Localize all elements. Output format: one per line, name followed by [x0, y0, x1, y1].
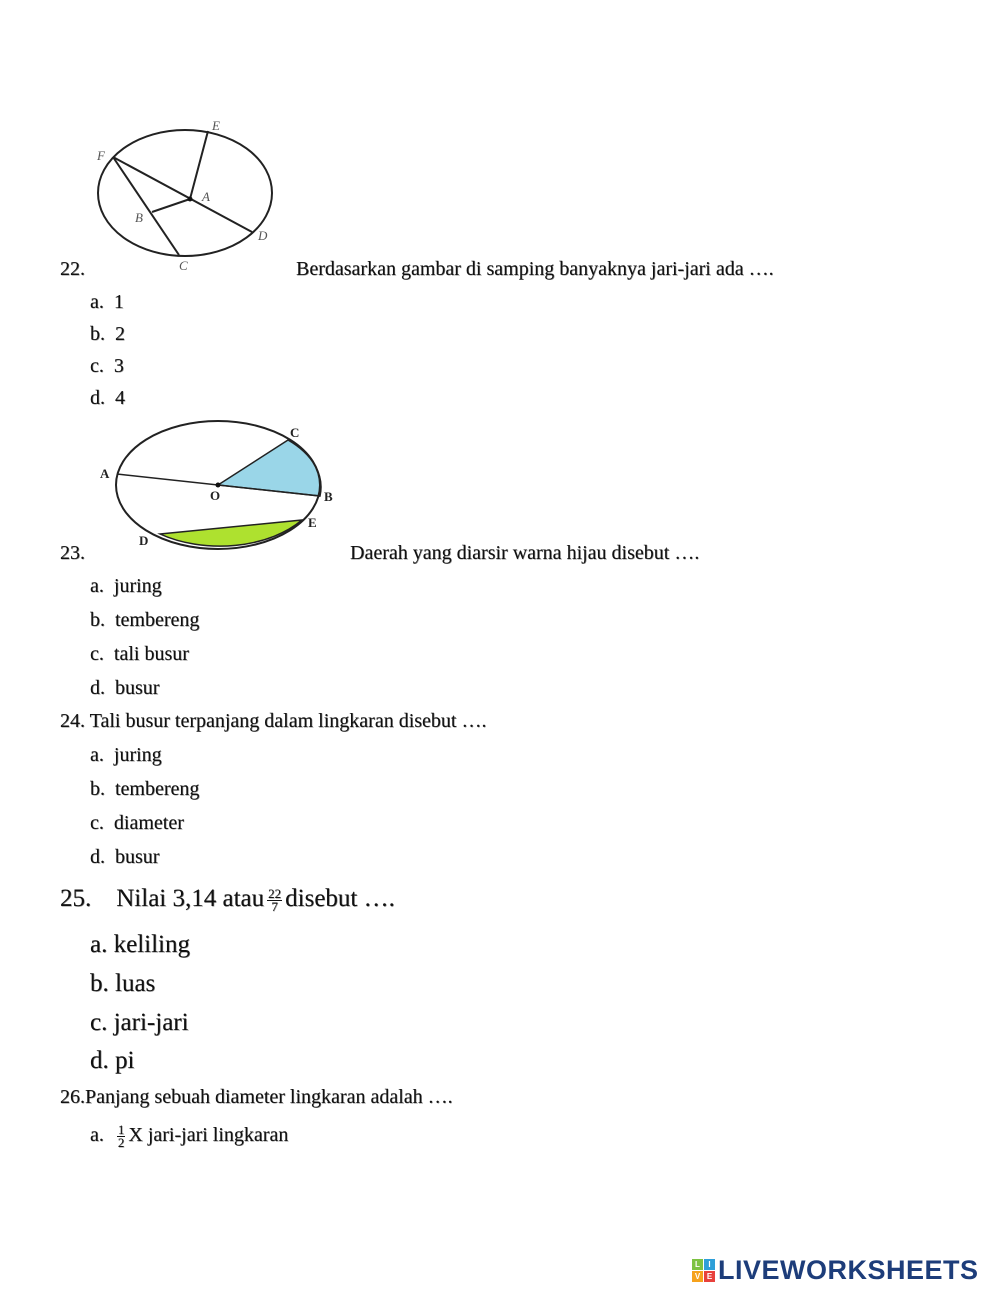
label-D: D — [139, 533, 149, 548]
live-blocks-icon: L I V E — [692, 1259, 715, 1282]
q25-option-a[interactable]: a. keliling — [90, 931, 190, 958]
label-B: B — [135, 210, 143, 225]
q25-question: 25. Nilai 3,14 atau $\frac{22}{7}$ disebut …. — [60, 885, 395, 914]
label-A: A — [202, 189, 210, 204]
q24-option-a[interactable]: a. juring — [90, 744, 162, 766]
label-C: C — [179, 258, 188, 270]
q23-option-c[interactable]: c. tali busur — [90, 643, 189, 665]
q23-option-a[interactable]: a. juring — [90, 575, 162, 597]
label-E: E — [212, 118, 220, 133]
logo-text: LIVEWORKSHEETS — [718, 1255, 979, 1285]
label-E: E — [308, 515, 317, 530]
q23-option-b[interactable]: b. tembereng — [90, 609, 200, 631]
q22-option-d[interactable]: d. 4 — [90, 387, 125, 409]
label-F: F — [97, 148, 105, 163]
q23-number: 23. — [60, 542, 85, 564]
q25-option-c[interactable]: c. jari-jari — [90, 1009, 189, 1036]
q23-circle-figure — [50, 410, 350, 560]
label-O: O — [210, 488, 221, 503]
q24-option-b[interactable]: b. tembereng — [90, 778, 200, 800]
q22-circle-figure — [50, 110, 350, 270]
q22-option-b[interactable]: b. 2 — [90, 323, 125, 345]
fraction-22-7: $\frac{22}{7}$ — [268, 885, 282, 914]
q22-option-a[interactable]: a. 1 — [90, 291, 124, 313]
q24-question: 24. Tali busur terpanjang dalam lingkaran disebut …. — [60, 710, 487, 732]
q22-option-c[interactable]: c. 3 — [90, 355, 124, 377]
q24-option-c[interactable]: c. diameter — [90, 812, 184, 834]
label-D: D — [258, 228, 268, 243]
fraction-1-2: $\frac{1}{2}$ — [117, 1122, 125, 1150]
label-A: A — [100, 466, 110, 481]
q22-question: Berdasarkan gambar di samping banyaknya jari-jari ada …. — [296, 258, 774, 280]
label-B: B — [324, 489, 333, 504]
q22-number: 22. — [60, 258, 85, 280]
q26-question: 26.Panjang sebuah diameter lingkaran adalah …. — [60, 1086, 453, 1108]
q25-option-b[interactable]: b. luas — [90, 970, 156, 997]
q25-option-d[interactable]: d. pi — [90, 1047, 135, 1074]
q26-option-a[interactable]: a. $\frac{1}{2}$ X jari-jari lingkaran — [90, 1122, 289, 1150]
q23-question: Daerah yang diarsir warna hijau disebut …. — [350, 542, 700, 564]
liveworksheets-logo — [692, 1255, 979, 1286]
q23-option-d[interactable]: d. busur — [90, 677, 160, 699]
label-C: C — [290, 425, 300, 440]
q24-option-d[interactable]: d. busur — [90, 846, 160, 868]
